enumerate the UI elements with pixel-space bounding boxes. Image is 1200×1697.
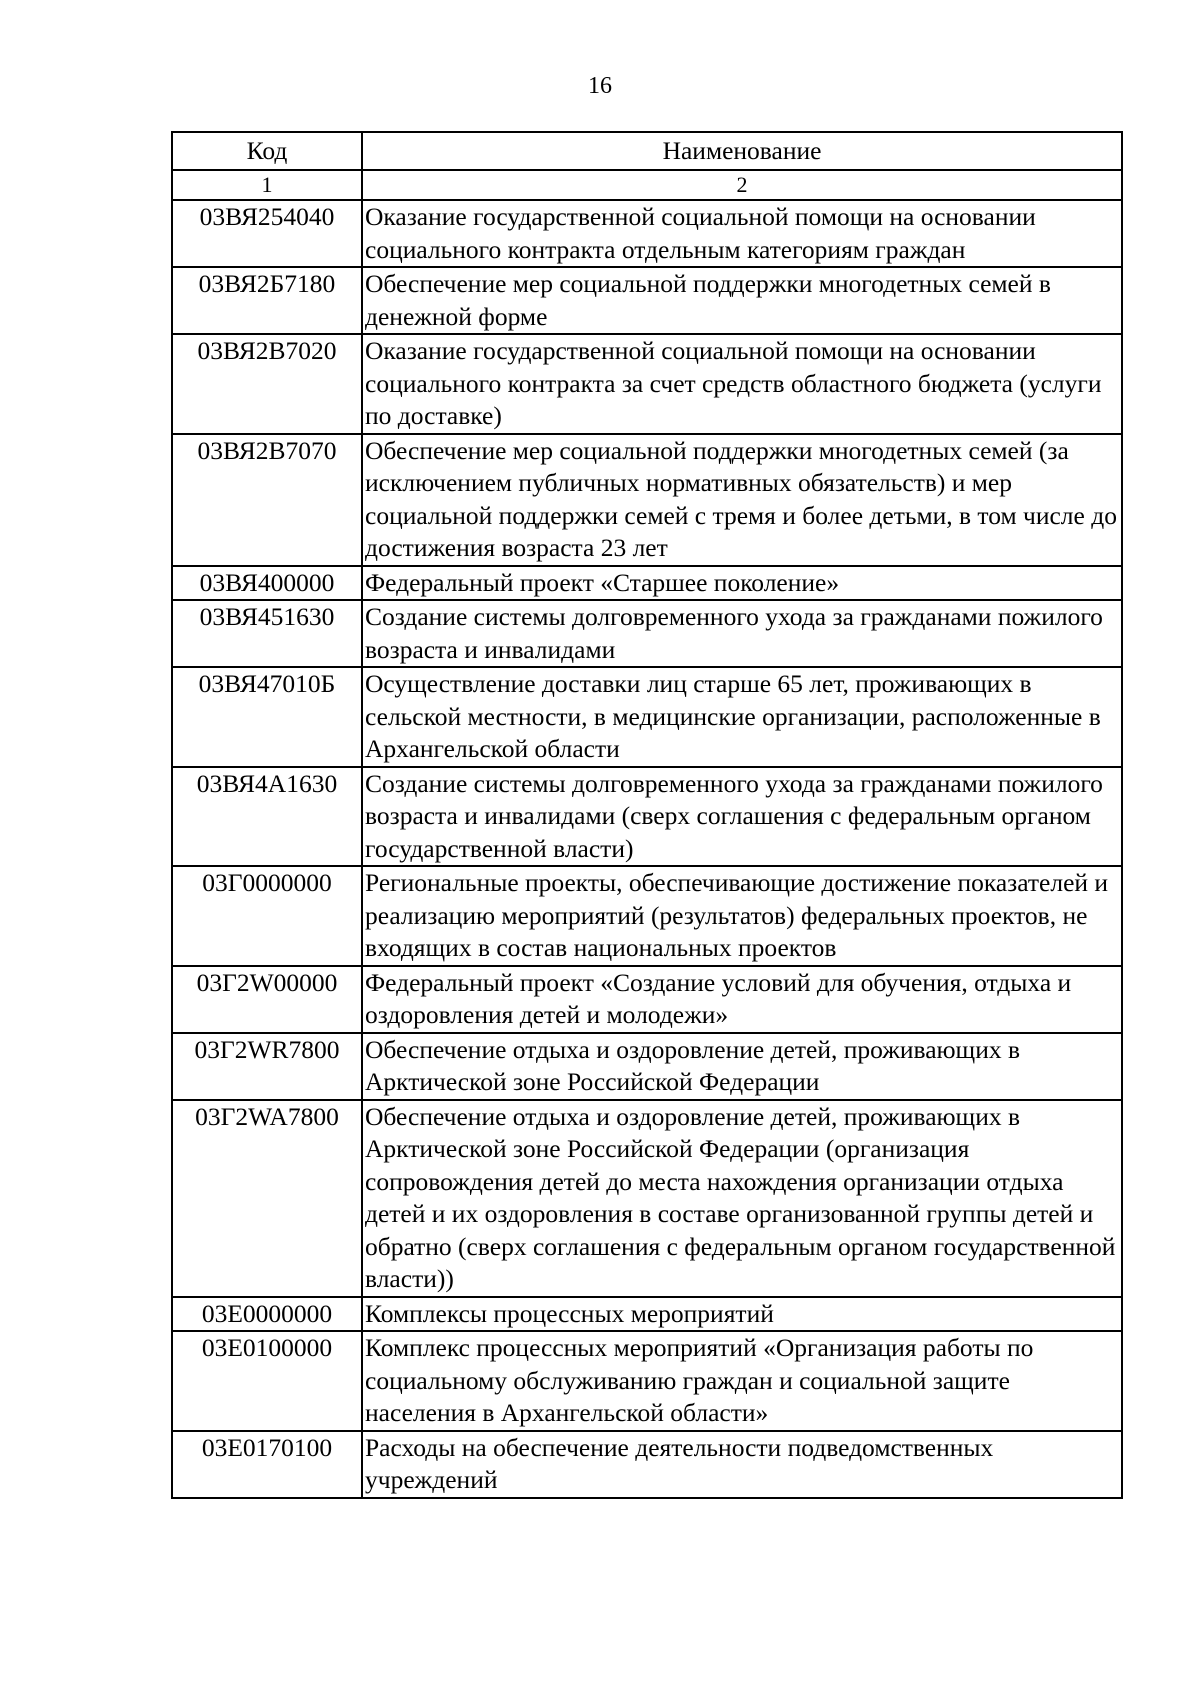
table-row [172, 1431, 1122, 1498]
row-code: 03Е0100000 [172, 1331, 362, 1431]
header-name: Наименование [362, 132, 1122, 170]
classification-table [171, 131, 1123, 1499]
row-code: 03Е0000000 [172, 1297, 362, 1332]
row-code: 03ВЯ400000 [172, 566, 362, 601]
table-row [172, 334, 1122, 434]
header-code: Код [172, 132, 362, 170]
row-name: Федеральный проект «Создание условий для обучения, отдыха и оздоровления детей и молодежи» [362, 966, 1122, 1033]
row-code: 03Г0000000 [172, 866, 362, 966]
table-row [172, 434, 1122, 566]
table-row [172, 267, 1122, 334]
table-row [172, 667, 1122, 767]
row-name: Обеспечение мер социальной поддержки многодетных семей в денежной форме [362, 267, 1122, 334]
row-name: Обеспечение мер социальной поддержки многодетных семей (за исключением публичных нормативных обязательств) и мер социальной поддержки семей с тремя и более детьми, в том числе до достижения возраста 23 лет [362, 434, 1122, 566]
row-code: 03ВЯ2Б7180 [172, 267, 362, 334]
row-name: Оказание государственной социальной помощи на основании социального контракта за счет средств областного бюджета (услуги по доставке) [362, 334, 1122, 434]
row-code: 03Г2W00000 [172, 966, 362, 1033]
row-name: Обеспечение отдыха и оздоровление детей, проживающих в Арктической зоне Российской Федерации (организация сопровождения детей до места нахождения организации отдыха детей и их оздоровления в составе организованной группы детей и обратно (сверх соглашения с федеральным органом государственной власти)) [362, 1100, 1122, 1297]
row-code: 03ВЯ4А1630 [172, 767, 362, 867]
row-name: Комплексы процессных мероприятий [362, 1297, 1122, 1332]
row-name: Создание системы долговременного ухода за гражданами пожилого возраста и инвалидами (сверх соглашения с федеральным органом государственной власти) [362, 767, 1122, 867]
row-code: 03ВЯ254040 [172, 200, 362, 267]
table-row [172, 767, 1122, 867]
row-name: Создание системы долговременного ухода за гражданами пожилого возраста и инвалидами [362, 600, 1122, 667]
row-name: Оказание государственной социальной помощи на основании социального контракта отдельным категориям граждан [362, 200, 1122, 267]
row-code: 03ВЯ451630 [172, 600, 362, 667]
row-name: Обеспечение отдыха и оздоровление детей, проживающих в Арктической зоне Российской Федерации [362, 1033, 1122, 1100]
row-code: 03Г2WA7800 [172, 1100, 362, 1297]
row-name: Федеральный проект «Старшее поколение» [362, 566, 1122, 601]
row-name: Расходы на обеспечение деятельности подведомственных учреждений [362, 1431, 1122, 1498]
table-row [172, 966, 1122, 1033]
column-number-code: 1 [172, 170, 362, 200]
column-number-row [172, 170, 1122, 200]
table-row [172, 600, 1122, 667]
row-code: 03ВЯ2В7020 [172, 334, 362, 434]
table-row [172, 1033, 1122, 1100]
row-code: 03Е0170100 [172, 1431, 362, 1498]
row-name: Региональные проекты, обеспечивающие достижение показателей и реализацию мероприятий (результатов) федеральных проектов, не входящих в состав национальных проектов [362, 866, 1122, 966]
page-number: 16 [588, 73, 612, 99]
row-code: 03ВЯ47010Б [172, 667, 362, 767]
row-code: 03ВЯ2В7070 [172, 434, 362, 566]
column-number-name: 2 [362, 170, 1122, 200]
table-row [172, 1100, 1122, 1297]
row-name: Осуществление доставки лиц старше 65 лет, проживающих в сельской местности, в медицинские организации, расположенные в Архангельской области [362, 667, 1122, 767]
table-row [172, 200, 1122, 267]
table-header-row [172, 132, 1122, 170]
table-row [172, 866, 1122, 966]
row-code: 03Г2WR7800 [172, 1033, 362, 1100]
table-row [172, 566, 1122, 601]
table-row [172, 1297, 1122, 1332]
table-row [172, 1331, 1122, 1431]
row-name: Комплекс процессных мероприятий «Организация работы по социальному обслуживанию граждан и социальной защите населения в Архангельской области» [362, 1331, 1122, 1431]
